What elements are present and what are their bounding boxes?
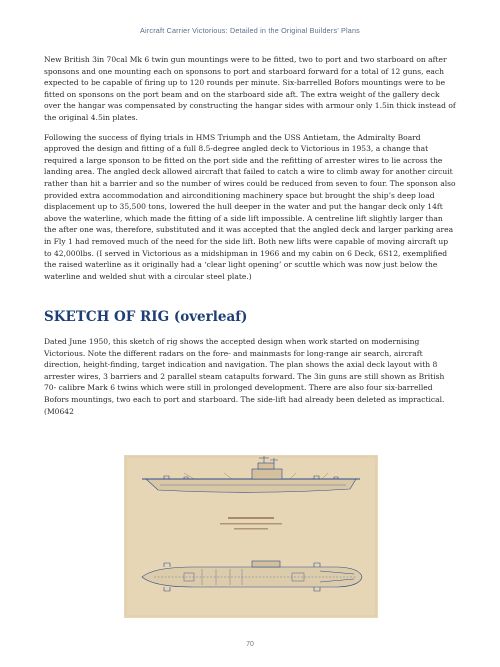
section-heading: SKETCH OF RIG (overleaf) <box>44 309 248 325</box>
page-number: 70 <box>246 641 254 648</box>
section-text <box>44 336 457 425</box>
sketch-of-rig-plan <box>124 455 378 618</box>
paragraph-guns: New British 3in 70cal Mk 6 twin gun mountings were to be fitted, two to port and two starboard on after sponsons and one mounting each on sponsons to port and starboard forward for a total of 12 guns, each expected to be capable of firing up to 120 rounds per minute. Six-barrelled Bofors mountings were to be fitted on sponsons on the port beam and on the starboard side aft. The extra weight of the gallery deck over the hangar was compensated by constructing the hangar sides with armour only 1.5in thick instead of the original 4.5in plates. <box>44 55 456 122</box>
paragraph-angled-deck: Following the success of flying trials in HMS Triumph and the USS Antietam, the Admiralty Board approved the design and fitting of a full 8.5-degree angled deck to Victorious in 1953, a change that required a large sponson to be fitted on the port side and the refitting of arrester wires to lie across the landing area. The angled deck allowed aircraft that failed to catch a wire to climb away for another circuit rather than hit a barrier and so the number of wires could be reduced from seven to four. The sponson also provided extra accommodation and airconditioning machinery space but brought the ship’s deep load displacement up to 35,500 tons, lowered the hull deeper in the water and put the hangar deck only 14ft above the waterline, which made the fitting of a side lift impossible. A centreline lift slightly larger than the after one was, therefore, substituted and it was accepted that the angled deck and larger parking area in Fly 1 had removed much of the need for the side lift. Both new lifts were capable of moving aircraft up to 42,000lbs. (I served in Victorious as a midshipman in 1966 and my cabin on 6 Deck, 6S12, exemplified the raised waterline as it originally had a ‘clear light opening’ or scuttle which was now just below the waterline and welded shut with a circular steel plate.) <box>44 132 456 281</box>
paragraph-sketch-of-rig: Dated June 1950, this sketch of rig shows the accepted design when work started on modernising Victorious. Note the different radars on the fore- and mainmasts for long-range air search, aircraft direction, height-finding, target indication and navigation. The plan shows the axial deck layout with 8 arrester wires, 3 barriers and 2 parallel steam catapults forward. The 3in guns are still shown as British 70- calibre Mark 6 twins which were still in prolonged development. There are also four six-barrelled Bofors mountings, two each to port and starboard. The side-lift had already been deleted as impractical. (M0642 <box>44 337 445 416</box>
running-head: Aircraft Carrier Victorious: Detailed in the Original Builders’ Plans <box>140 26 360 35</box>
main-text <box>44 54 457 290</box>
